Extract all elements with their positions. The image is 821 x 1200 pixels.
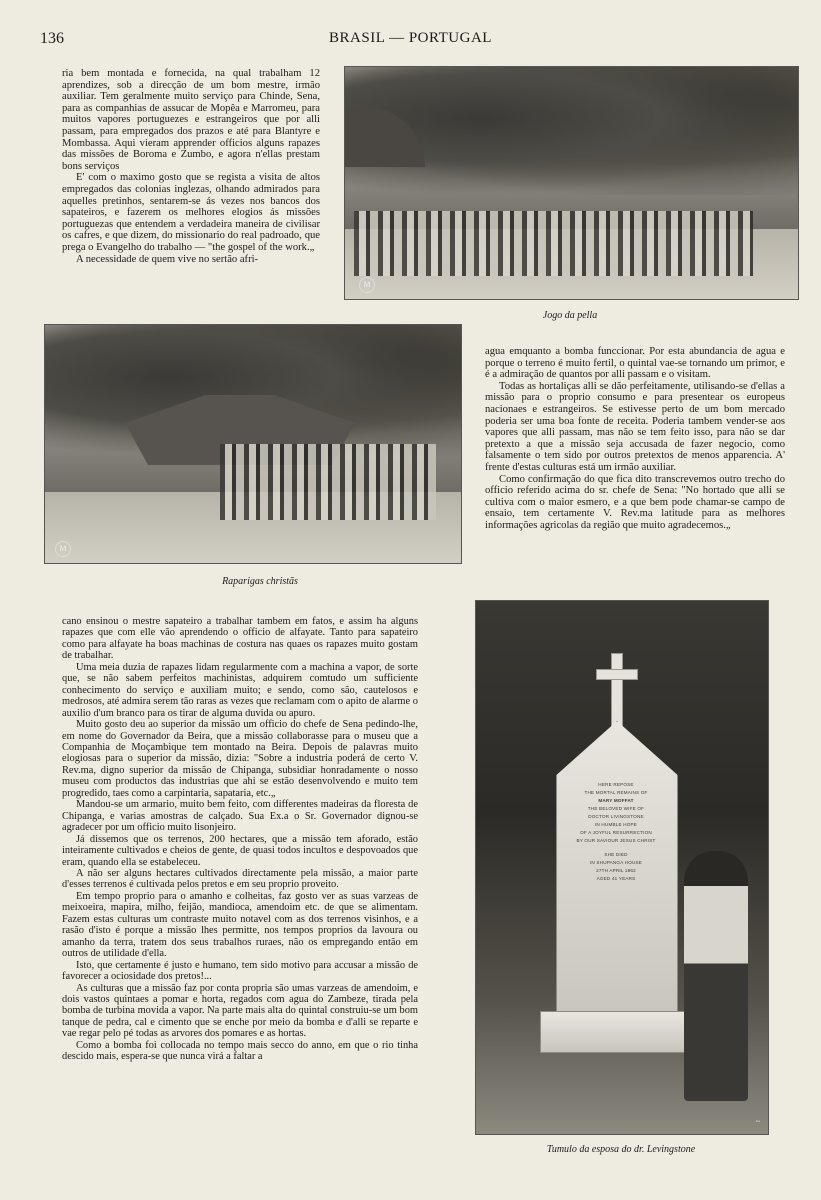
inscription-line: SHE DIED: [604, 852, 628, 857]
photo-raparigas-christas: [44, 324, 462, 564]
inscription-line: BY OUR SAVIOUR JESUS CHRIST: [576, 838, 656, 843]
paragraph: As culturas que a missão faz por conta propria são umas varzeas de amendoim, e dois vastos quintaes a pomar e horta, regados com agua do Zambeze, tirada pela bomba de turbina movida a vapor. Na parte mais alta do quintal construiu-se um bom tanque de pedra, cal e cimento que se enche por meio da bomba e d'alli se reparte e vae regar pelo pé todas as arvores dos pomares e as hortas.: [62, 982, 418, 1040]
caption-bottom-photo: Tumulo da esposa do dr. Levingstone: [546, 1144, 696, 1155]
inscription-line: OF A JOYFUL RESURRECTION: [580, 830, 652, 835]
photographer-stamp-icon: M: [359, 277, 375, 293]
paragraph: E' com o maximo gosto que se regista a visita de altos empregados das colonias inglezas, olhando admirados para aquelles pretinhos, sentarem-se ás vezes nos bancos dos sapateiros, e fazerem os melhores elogios ás missões portuguezas que entendem a verdadeira maneira de civilisar os cafres, e que dizem, do missionario do real padroado, que prega o Evangelho do trabalho — "the gospel of the work.„: [62, 172, 320, 253]
cross-horizontal: [596, 669, 638, 680]
photographer-stamp-icon: M: [55, 541, 71, 557]
article-column-top-left: [62, 68, 320, 265]
paragraph: Em tempo proprio para o amanho e colheitas, faz gosto ver as suas varzeas de meixoeira, mapira, milho, feijão, mandioca, amendoim etc. de que se alimentam. Fazem estas culturas um contraste muito notavel com as dos terrenos visinhos, e a rasão d'isto é porque a missão lhes permitte, nos tempos proprios da lavoura ou amanho da terra, tratem dos seus trabalhos ruraes, não os empregando então em outros de utilidade d'ella.: [62, 890, 418, 960]
inscription-line: AGED 41 YEARS: [596, 876, 636, 881]
paragraph: A não ser alguns hectares cultivados directamente pela missão, a maior parte d'esses terrenos é cultivada pelos pretos e em seu proprio proveito.: [62, 867, 418, 891]
paragraph: Todas as hortaliças alli se dão perfeitamente, utilisando-se d'ellas a missão para o proprio consumo e para presentear os europeus nacionaes e estrangeiros. Se estivesse perto de um bom mercado poderia ser uma boa fonte de receita. Poderia tambem vender-se aos vapores que alli passam, mas não se tem feito isso, para não se dar pretexto a que a missão seja accusada de fazer negocio, como falsamente o tem sido por outros pretextos de menos apparencia. A' frente d'estas culturas está um irmão auxiliar.: [485, 380, 785, 473]
tomb-inscription: [564, 781, 668, 883]
photo-tumulo-livingstone: [475, 600, 769, 1135]
inscription-line: THE MORTAL REMAINS OF: [584, 790, 648, 795]
paragraph: agua emquanto a bomba funccionar. Por esta abundancia de agua e porque o terreno é muito fertil, o quintal vae-se tornando um primor, e é a admiração de quantos por alli passam e o visitam.: [485, 346, 785, 381]
article-column-bottom-left: [62, 616, 418, 1063]
paragraph: ria bem montada e fornecida, na qual trabalham 12 aprendizes, sob a direcção de um bom mestre, irmão auxiliar. Tem geralmente muito serviço para Chinde, Sena, para as companhias de assucar de Mopêa e Marromeu, para muitos vapores portuguezes e estrangeiros que por alli passam, para empregados dos prazos e até para Blantyre e Mombassa. Aqui vieram apprender officios alguns rapazes das missões de Boroma e Zumbo, e agora n'ellas prestam bons serviços: [62, 68, 320, 172]
article-column-middle-right: [485, 346, 785, 532]
inscription-line: HERE REPOSE: [598, 782, 634, 787]
paragraph: Muito gosto deu ao superior da missão um officio do chefe de Sena pedindo-lhe, em nome do Governador da Beira, que a missão collaborasse para o museu que a Companhia de Moçambique tem montado na Beira. Depois de palavras muito elogiosas para o superior da missão, dizia: "Sobre a industria poderá de certo V. Rev.ma, digno superior da missão de Chipanga, subsidiar honradamente o nosso museu com productos das industrias que ahi se estão desenvolvendo e muito tem progredido, taes como a carpintaria, sapataria, etc.„: [62, 719, 418, 799]
paragraph: Como confirmação do que fica dito transcrevemos outro trecho do officio referido acima do sr. chefe de Sena: "No hortado que alli se cultiva com o maior esmero, e a que bem pode chamar-se campo de ensaio, tem certamente V. Rev.ma latitude para as melhores informações agricolas da região que muito agradecemos.„: [485, 473, 785, 531]
photo-jogo-da-pella: [344, 66, 799, 300]
caption-middle-photo: Raparigas christãs: [222, 576, 298, 587]
paragraph: A necessidade de quem vive no sertão afri-: [76, 253, 259, 265]
engraver-signature: ~: [755, 1117, 760, 1126]
paragraph: Já dissemos que os terrenos, 200 hectares, que a missão tem aforado, estão inteiramente cultivados e cheios de gente, de quasi todos incultos e despovoados que eram, quando ella se estabeleceu.: [62, 833, 418, 868]
inscription-line: IN SHUPANGA HOUSE: [589, 860, 643, 865]
girls-group: [220, 444, 436, 520]
cross-vertical: [611, 653, 623, 727]
inscription-line: DOCTOR LIVINGSTONE: [588, 814, 644, 819]
paragraph: Como a bomba foi collocada no tempo mais secco do anno, em que o rio tinha descido mais, espera-se que nunca virá a faltar a: [62, 1039, 418, 1063]
running-title: BRASIL — PORTUGAL: [329, 30, 492, 46]
page-number: 136: [40, 30, 64, 47]
tomb-base: [540, 1011, 694, 1053]
inscription-line: THE BELOVED WIFE OF: [587, 806, 645, 811]
caption-top-photo: Jogo da pella: [542, 310, 598, 321]
paragraph: Isto, que certamente é justo e humano, tem sido motivo para accusar a missão de favorecer a ociosidade dos pretos!...: [62, 959, 418, 983]
paragraph: cano ensinou o mestre sapateiro a trabalhar tambem em fatos, e assim ha alguns rapazes que com elle vão aprendendo o officio de alfayate. Tanto para sapateiro como para alfayate ha boas machinas de costura nas quaes os rapazes muito gostam de trabalhar.: [62, 616, 418, 662]
players: [354, 211, 753, 276]
paragraph: Uma meia duzia de rapazes lidam regularmente com a machina a vapor, de sorte que, se não sabem perfeitos machinistas, adquirem comtudo um sufficiente conhecimento do serviço e auxiliam muito; e sendo, como são, cautelosos e medrosos, até admira serem tão raras as vezes que reclamam com o apito de alarme o auxilio d'um branco para os tirar de alguma duvida ou apuro.: [62, 661, 418, 719]
inscription-line: IN HUMBLE HOPE: [594, 822, 638, 827]
inscription-line: 27TH APRIL 1862: [596, 868, 636, 873]
inscription-line: MARY MOFFAT: [598, 798, 634, 803]
standing-man: [684, 851, 748, 1101]
paragraph: Mandou-se um armario, muito bem feito, com differentes madeiras da floresta de Chipanga, e varias amostras de calçado. Sua Ex.a o Sr. Governador dignou-se agradecer por um officio muito lisonjeiro.: [62, 799, 418, 834]
